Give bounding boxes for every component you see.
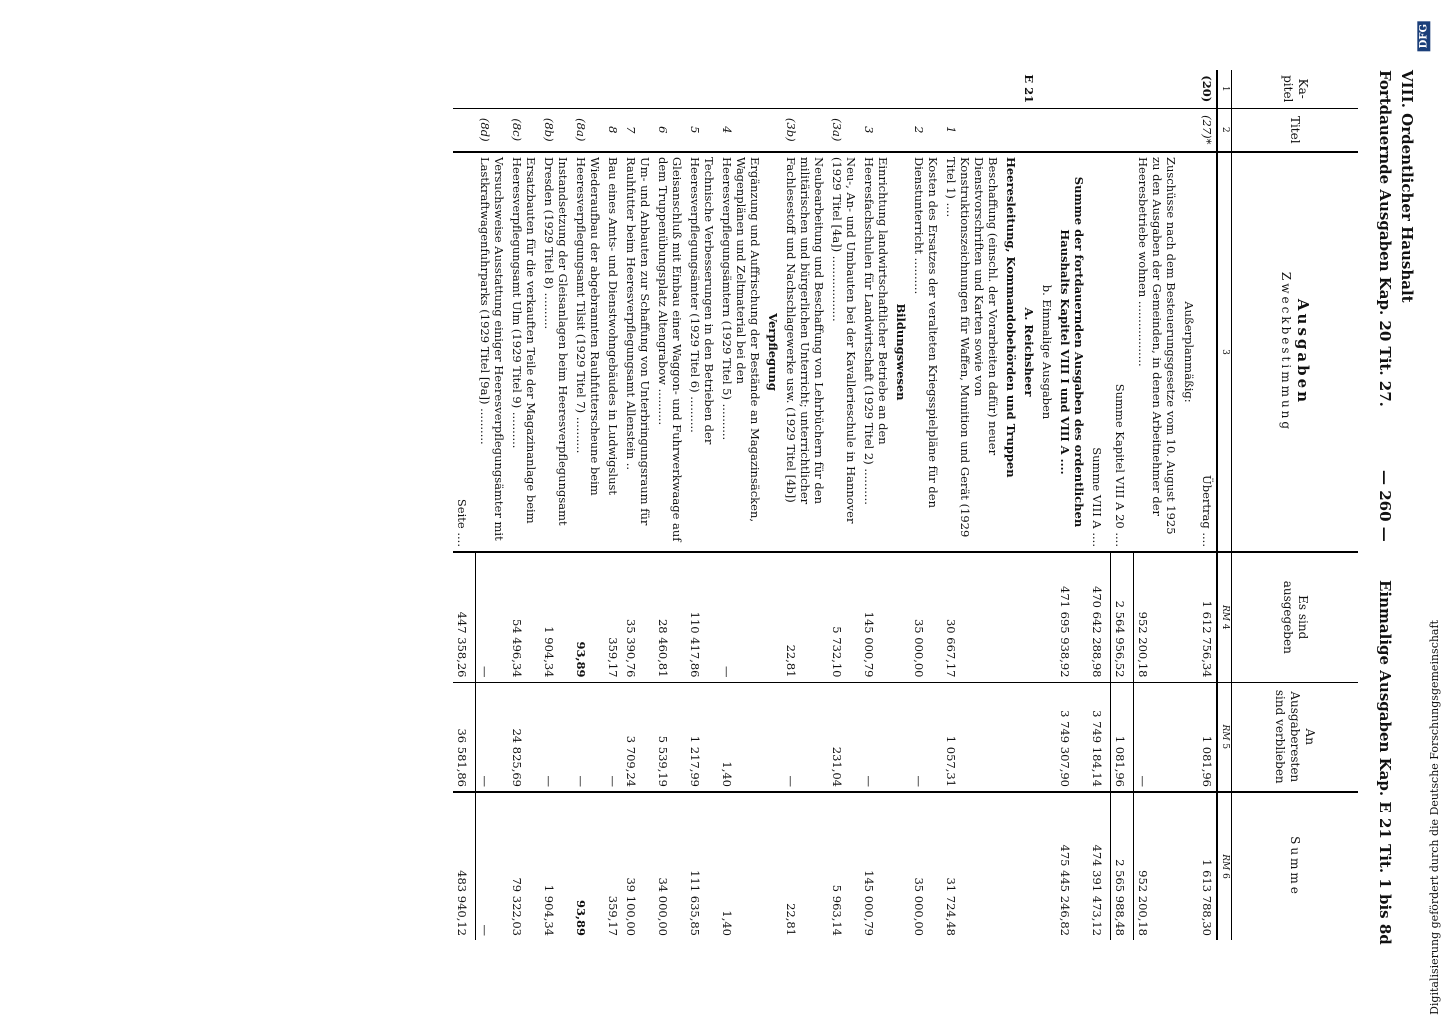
kapitel-cell <box>540 70 572 108</box>
ausgabereste-cell: 1,40 <box>718 682 764 792</box>
titel-cell <box>1134 108 1180 152</box>
summe-cell <box>764 792 782 940</box>
description-cell: Technische Verbesserungen in den Betrieben der Heeresverpflegungsämter (1929 Titel 6) .......... <box>686 152 718 552</box>
summe-cell: 2 565 988,48 <box>1111 792 1134 940</box>
ausgabereste-cell <box>1020 682 1038 792</box>
col-num-3: 3 <box>1217 152 1232 552</box>
ausgegeben-cell <box>1020 552 1038 682</box>
description-cell: Wiederaufbau der abgebrannten Rauhfutterscheune beim Heeresverpflegungsamt Tilsit (1929 Titel 7) .......... <box>572 152 604 552</box>
kapitel-cell <box>910 70 942 108</box>
kapitel-cell <box>718 70 764 108</box>
ausgabereste-cell: — <box>1134 682 1180 792</box>
summe-cell: 1 904,34 <box>540 792 572 940</box>
summe-cell: 35 000,00 <box>910 792 942 940</box>
col-num-1: 1 <box>1217 70 1232 108</box>
ausgabereste-cell <box>1038 682 1056 792</box>
col-ausgaben-header <box>1232 152 1359 552</box>
ausgabereste-cell: 1 081,96 <box>1111 682 1134 792</box>
description-cell: Heeresleitung, Kommandobehörden und Truppen <box>1002 152 1020 552</box>
ausgabereste-cell: 1 057,31 <box>942 682 1002 792</box>
titel-cell <box>1002 108 1020 152</box>
ausgegeben-cell: 30 667,17 <box>942 552 1002 682</box>
summe-cell: 34 000,00 <box>654 792 686 940</box>
ausgegeben-cell: 35 000,00 <box>910 552 942 682</box>
description-cell: Kosten des Ersatzes der veralteten Kriegsspielpläne für den Dienstunterricht .......... <box>910 152 942 552</box>
titel-cell: (3b) <box>782 108 828 152</box>
ausgabereste-cell: 5 539,19 <box>654 682 686 792</box>
titel-cell: (8a) <box>572 108 604 152</box>
titel-cell: (3a) <box>828 108 860 152</box>
ausgegeben-cell: — <box>476 552 508 682</box>
titel-cell: 4 <box>718 108 764 152</box>
titel-cell: 1 <box>942 108 1002 152</box>
summe-cell <box>1038 792 1056 940</box>
col-ausgegeben-header: Es sind ausgegeben <box>1232 552 1359 682</box>
ausgegeben-cell: 93,89 <box>572 552 604 682</box>
ausgegeben-cell: 447 358,26 <box>453 552 476 682</box>
table-row <box>782 70 828 940</box>
titel-cell <box>892 108 910 152</box>
ausgegeben-cell: 471 695 938,92 <box>1056 552 1088 682</box>
kapitel-cell <box>892 70 910 108</box>
table-row <box>1038 70 1056 940</box>
ausgegeben-cell: — <box>718 552 764 682</box>
ausgegeben-cell <box>892 552 910 682</box>
col-titel-header: Titel <box>1232 108 1359 152</box>
table-row <box>1198 70 1217 940</box>
description-cell: Verpflegung <box>764 152 782 552</box>
ausgegeben-cell: 54 496,34 <box>508 552 540 682</box>
table-row <box>1002 70 1020 940</box>
table-row <box>1111 70 1134 940</box>
table-row <box>1134 70 1180 940</box>
table-row <box>1020 70 1038 940</box>
summe-cell <box>1002 792 1020 940</box>
col-kapitel-header: Ka- pitel <box>1232 70 1359 108</box>
ausgegeben-cell: 359,17 <box>604 552 622 682</box>
titel-cell: 8 <box>604 108 622 152</box>
description-cell: A. Reichsheer <box>1020 152 1038 552</box>
titel-cell: (8d) <box>476 108 508 152</box>
description-cell: Summe Kapitel VIII A 20 .... <box>1111 152 1134 552</box>
table-body <box>453 70 1217 940</box>
titel-cell <box>1088 108 1111 152</box>
ausgabereste-cell: — <box>572 682 604 792</box>
table-row <box>622 70 654 940</box>
description-cell: Zuschüsse nach dem Besteuerungsgesetze vom 10. August 1925 zu den Ausgaben der Gemeinden, in denen Arbeitnehmer der Heeresbetriebe wohnen .................. <box>1134 152 1180 552</box>
description-cell: Bau eines Amts- und Dienstwohngebäudes in Ludwigslust <box>604 152 622 552</box>
ausgabereste-cell: — <box>604 682 622 792</box>
summe-cell: 111 635,85 <box>686 792 718 940</box>
summe-cell: 79 322,03 <box>508 792 540 940</box>
ausgabereste-cell: — <box>910 682 942 792</box>
table-row <box>1056 70 1088 940</box>
table-row <box>540 70 572 940</box>
titel-cell: 6 <box>654 108 686 152</box>
summe-cell: 359,17 <box>604 792 622 940</box>
ausgegeben-cell: 952 200,18 <box>1134 552 1180 682</box>
ausgegeben-cell: 2 564 956,52 <box>1111 552 1134 682</box>
ausgabereste-cell <box>764 682 782 792</box>
kapitel-cell <box>1038 70 1056 108</box>
summe-cell: 474 391 473,12 <box>1088 792 1111 940</box>
table-row <box>686 70 718 940</box>
section-title: VIII. Ordentlicher Haushalt <box>1398 70 1416 303</box>
description-cell: Ersatzbauten für die verkauften Teile der Magazinanlage beim Heeresverpflegungsamt Ulm (1929 Titel 9) .......... <box>508 152 540 552</box>
table-row <box>828 70 860 940</box>
description-cell: Neu-, An- und Umbauten bei der Kavallerieschule in Hannover (1929 Titel [4a]) .................. <box>828 152 860 552</box>
kapitel-cell <box>828 70 860 108</box>
summe-cell: 22,81 <box>782 792 828 940</box>
titel-cell: 5 <box>686 108 718 152</box>
ausgegeben-cell: 1 612 756,34 <box>1198 552 1217 682</box>
ausgabereste-cell: — <box>476 682 508 792</box>
description-cell: Ergänzung und Auffrischung der Bestände an Magazinsäcken, Wagenplänen und Zeltmaterial bei den Heeresverpflegungsämtern (1929 Titel 5) .......... <box>718 152 764 552</box>
ausgegeben-cell: 35 390,76 <box>622 552 654 682</box>
ausgegeben-cell: 28 460,81 <box>654 552 686 682</box>
ausgabereste-cell <box>892 682 910 792</box>
summe-cell: 39 100,00 <box>622 792 654 940</box>
table-row <box>572 70 604 940</box>
summe-cell <box>1020 792 1038 940</box>
titel-cell: (27)* <box>1198 108 1217 152</box>
summe-cell <box>892 792 910 940</box>
col-num-4: RM 4 <box>1217 552 1232 682</box>
ausgabereste-cell: — <box>782 682 828 792</box>
kapitel-cell <box>764 70 782 108</box>
kapitel-cell <box>622 70 654 108</box>
ausgabereste-cell: 3 709,24 <box>622 682 654 792</box>
description-cell: Versuchsweise Ausstattung einiger Heeresverpflegungsämter mit Lastkraftwagenfuhrparks (1929 Titel [9a]) .......... <box>476 152 508 552</box>
table-row <box>508 70 540 940</box>
ausgegeben-cell <box>1180 552 1198 682</box>
table-row <box>604 70 622 940</box>
ausgabereste-cell: — <box>860 682 892 792</box>
kapitel-cell <box>942 70 1002 108</box>
ausgaben-title: Ausgaben <box>1293 298 1312 406</box>
kapitel-cell <box>572 70 604 108</box>
ausgabereste-cell: 36 581,86 <box>453 682 476 792</box>
ausgabereste-cell: — <box>540 682 572 792</box>
titel-cell <box>1180 108 1198 152</box>
col-num-2: 2 <box>1217 108 1232 152</box>
summe-cell <box>1180 792 1198 940</box>
kapitel-cell <box>1111 70 1134 108</box>
kapitel-cell <box>508 70 540 108</box>
table-row <box>892 70 910 940</box>
titel-cell: (8b) <box>540 108 572 152</box>
summe-cell: 1 613 788,30 <box>1198 792 1217 940</box>
description-cell: Seite .... <box>453 152 476 552</box>
budget-table-wrap <box>453 70 1358 940</box>
ausgegeben-cell <box>764 552 782 682</box>
table-row <box>453 70 476 940</box>
summe-cell: 483 940,12 <box>453 792 476 940</box>
page-number: — 260 — <box>1376 470 1394 542</box>
kapitel-cell <box>654 70 686 108</box>
description-cell: Beschaffung (einschl. der Vorarbeiten dafür) neuer Dienstvorschriften und Karten sowie von Konstruktionszeichnungen für Waffen, Munition und Gerät (1929 Titel 1) .... <box>942 152 1002 552</box>
ausgegeben-cell: 110 417,86 <box>686 552 718 682</box>
description-cell: Summe VIII A .... <box>1088 152 1111 552</box>
section-subline: Fortdauernde Ausgaben Kap. 20 Tit. 27. <box>1376 70 1394 407</box>
summe-cell: 475 445 246,82 <box>1056 792 1088 940</box>
ausgabereste-cell: 231,04 <box>828 682 860 792</box>
table-row <box>718 70 764 940</box>
description-cell: Übertrag .... <box>1198 152 1217 552</box>
kapitel-cell <box>1002 70 1020 108</box>
description-cell: Neubearbeitung und Beschaffung von Lehrbüchern für den militärischen und bürgerlichen Unterricht; unterrichtlicher Fachlesestoff und Nachschlagewerke usw. (1929 Titel [4b]) <box>782 152 828 552</box>
col-num-5: RM 5 <box>1217 682 1232 792</box>
col-ausgabereste-header: An Ausgaberesten sind verblieben <box>1232 682 1359 792</box>
table-row <box>476 70 508 940</box>
description-cell: Einrichtung landwirtschaftlicher Betriebe an den Heeresfachschulen für Landwirtschaft (1929 Titel 2) .......... <box>860 152 892 552</box>
kapitel-cell <box>476 70 508 108</box>
ausgegeben-cell: 145 000,79 <box>860 552 892 682</box>
kapitel-cell <box>1180 70 1198 108</box>
table-row <box>942 70 1002 940</box>
summe-cell: 1,40 <box>718 792 764 940</box>
kapitel-cell <box>453 70 476 108</box>
titel-cell <box>1020 108 1038 152</box>
titel-cell <box>1111 108 1134 152</box>
unit-rm: RM <box>1220 604 1230 621</box>
ausgegeben-cell: 1 904,34 <box>540 552 572 682</box>
ausgaben-subtitle: Zweckbestimmung <box>1279 271 1294 433</box>
titel-cell <box>764 108 782 152</box>
description-cell: Instandsetzung der Gleisanlagen beim Heeresverpflegungsamt Dresden (1929 Titel 8) .......... <box>540 152 572 552</box>
table-row <box>1088 70 1111 940</box>
titel-cell <box>1038 108 1056 152</box>
table-row <box>860 70 892 940</box>
summe-cell: 93,89 <box>572 792 604 940</box>
ausgabereste-cell: 1 217,99 <box>686 682 718 792</box>
titel-cell: 2 <box>910 108 942 152</box>
ausgabereste-cell <box>1002 682 1020 792</box>
titel-cell <box>1056 108 1088 152</box>
kapitel-cell <box>1134 70 1180 108</box>
ausgabereste-cell: 24 825,69 <box>508 682 540 792</box>
budget-table <box>453 70 1358 940</box>
digitization-note: Digitalisierung gefördert durch die Deutsche Forschungsgemeinschaft <box>1428 620 1441 1015</box>
kapitel-cell <box>782 70 828 108</box>
ausgabereste-cell <box>1180 682 1198 792</box>
table-row <box>764 70 782 940</box>
description-cell: Summe der fortdauernden Ausgaben des ordentlichen Haushalts Kapitel VIII I und VIII A .... <box>1056 152 1088 552</box>
description-cell: Um- und Anbauten zur Schaffung von Unterbringungsraum für Rauhfutter beim Heeresverpflegungsamt Allenstein .. <box>622 152 654 552</box>
titel-cell: 7 <box>622 108 654 152</box>
kapitel-cell <box>860 70 892 108</box>
ausgegeben-cell: 22,81 <box>782 552 828 682</box>
kapitel-cell <box>1056 70 1088 108</box>
description-cell: b. Einmalige Ausgaben <box>1038 152 1056 552</box>
summe-cell: — <box>476 792 508 940</box>
kapitel-cell: E 21 <box>1022 74 1037 104</box>
summe-cell: 31 724,48 <box>942 792 1002 940</box>
description-cell: Gleisanschluß mit Einbau einer Waggon- und Fuhrwerkwaage auf dem Truppenübungsplatz Altengrabow .......... <box>654 152 686 552</box>
titel-cell: (8c) <box>508 108 540 152</box>
description-cell: Bildungswesen <box>892 152 910 552</box>
unit-rm: RM <box>1220 854 1230 871</box>
page-heading: Einmalige Ausgaben Kap. E 21 Tit. 1 bis 8d <box>1376 580 1394 945</box>
summe-cell: 952 200,18 <box>1134 792 1180 940</box>
titel-cell: 3 <box>860 108 892 152</box>
titel-cell <box>453 108 476 152</box>
dfg-logo: DFG <box>1417 21 1430 51</box>
summe-cell: 145 000,79 <box>860 792 892 940</box>
ausgegeben-cell <box>1002 552 1020 682</box>
col-summe-header: Summe <box>1232 792 1359 940</box>
kapitel-cell: (20) <box>1199 75 1214 103</box>
ausgabereste-cell: 3 749 184,14 <box>1088 682 1111 792</box>
ausgegeben-cell: 5 732,10 <box>828 552 860 682</box>
summe-cell: 5 963,14 <box>828 792 860 940</box>
table-row <box>1180 70 1198 940</box>
ausgegeben-cell: 470 642 288,98 <box>1088 552 1111 682</box>
kapitel-cell <box>686 70 718 108</box>
kapitel-cell <box>604 70 622 108</box>
ausgabereste-cell: 1 081,96 <box>1198 682 1217 792</box>
kapitel-cell <box>1088 70 1111 108</box>
table-row <box>654 70 686 940</box>
unit-rm: RM <box>1220 724 1230 741</box>
col-num-6: RM 6 <box>1217 792 1232 940</box>
description-cell: Außerplanmäßig: <box>1180 152 1198 552</box>
ausgabereste-cell: 3 749 307,90 <box>1056 682 1088 792</box>
ausgegeben-cell <box>1038 552 1056 682</box>
table-row <box>910 70 942 940</box>
